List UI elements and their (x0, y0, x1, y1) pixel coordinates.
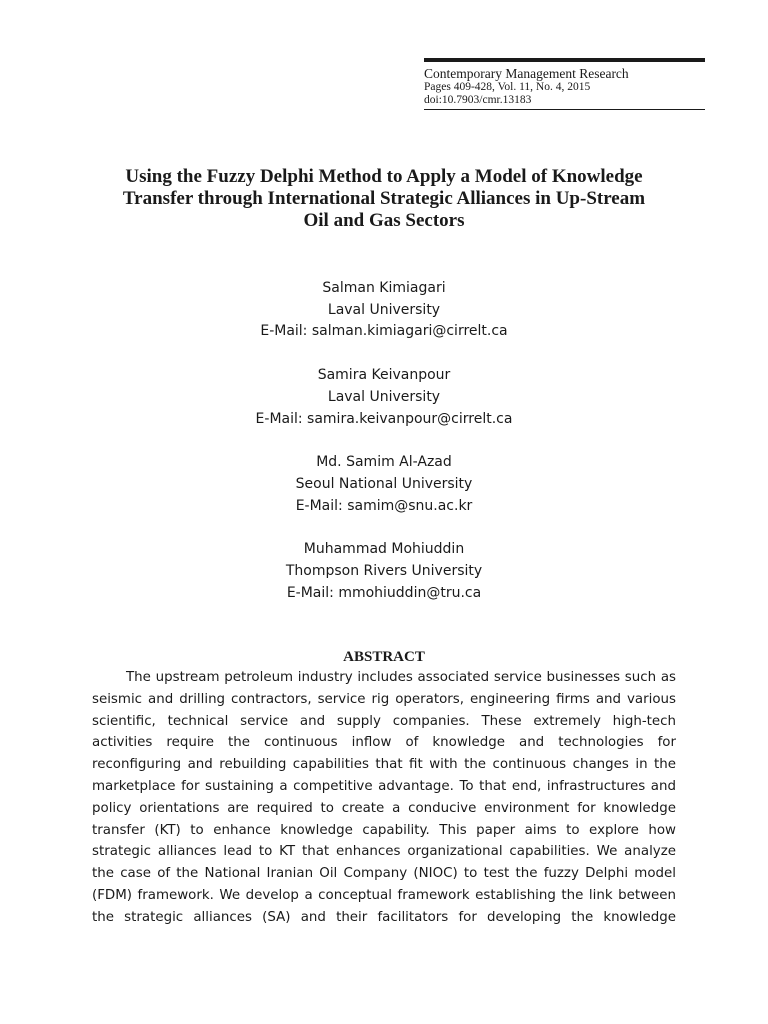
title-line: Oil and Gas Sectors (303, 210, 465, 231)
author-name: Samira Keivanpour (317, 367, 451, 384)
abstract-line: reconfiguring and rebuilding capabilities that fit with the continuous changes in the (92, 757, 676, 773)
journal-header-rule (424, 109, 705, 110)
journal-name: Contemporary Management Research (424, 66, 629, 81)
abstract-body (92, 667, 676, 929)
author-block (92, 278, 676, 343)
journal-pages: Pages 409-428, Vol. 11, No. 4, 2015 (424, 81, 591, 93)
author-email[interactable]: E-Mail: salman.kimiagari@cirrelt.ca (260, 323, 508, 340)
author-name: Muhammad Mohiuddin (303, 541, 465, 558)
abstract-line: strategic alliances lead to KT that enhances organizational capabilities. We analyze (92, 844, 676, 860)
title-line: Transfer through International Strategic Alliances in Up-Stream (122, 188, 646, 209)
abstract-line: the strategic alliances (SA) and their facilitators for developing the knowledge (92, 909, 676, 925)
author-affiliation: Laval University (327, 388, 441, 405)
author-block (92, 452, 676, 517)
author-list (92, 278, 676, 626)
abstract-line: seismic and drilling contractors, service rig operators, engineering firms and various (92, 691, 676, 707)
author-name: Md. Samim Al-Azad (316, 454, 452, 471)
abstract-heading: ABSTRACT (343, 649, 425, 665)
abstract-line: (FDM) framework. We develop a conceptual framework establishing the link between (92, 887, 676, 903)
author-email[interactable]: E-Mail: samim@snu.ac.kr (295, 497, 473, 514)
title-line: Using the Fuzzy Delphi Method to Apply a Model of Knowledge (125, 166, 643, 187)
author-name: Salman Kimiagari (322, 280, 446, 296)
paper-title (92, 166, 676, 232)
abstract-line: The upstream petroleum industry includes associated service businesses such as (126, 670, 676, 685)
author-block (92, 365, 676, 430)
abstract-line: policy orientations are required to create a conducive environment for knowledge (92, 800, 676, 816)
author-affiliation: Seoul National University (295, 475, 473, 492)
author-affiliation: Thompson Rivers University (285, 563, 483, 580)
journal-header (424, 58, 705, 110)
author-affiliation: Laval University (327, 301, 441, 318)
abstract-line: transfer (KT) to enhance knowledge capability. This paper aims to explore how (92, 822, 676, 838)
abstract-line: marketplace for sustaining a competitive advantage. To that end, infrastructures and (92, 778, 676, 794)
author-block (92, 539, 676, 604)
abstract-line: activities require the continuous inflow of knowledge and technologies for (92, 735, 676, 751)
author-email[interactable]: E-Mail: samira.keivanpour@cirrelt.ca (255, 410, 513, 427)
abstract-line: scientific, technical service and supply companies. These extremely high-tech (92, 713, 676, 729)
journal-doi: doi:10.7903/cmr.13183 (424, 94, 532, 106)
abstract-line: the case of the National Iranian Oil Company (NIOC) to test the fuzzy Delphi model (92, 866, 676, 882)
author-email[interactable]: E-Mail: mmohiuddin@tru.ca (286, 584, 482, 601)
